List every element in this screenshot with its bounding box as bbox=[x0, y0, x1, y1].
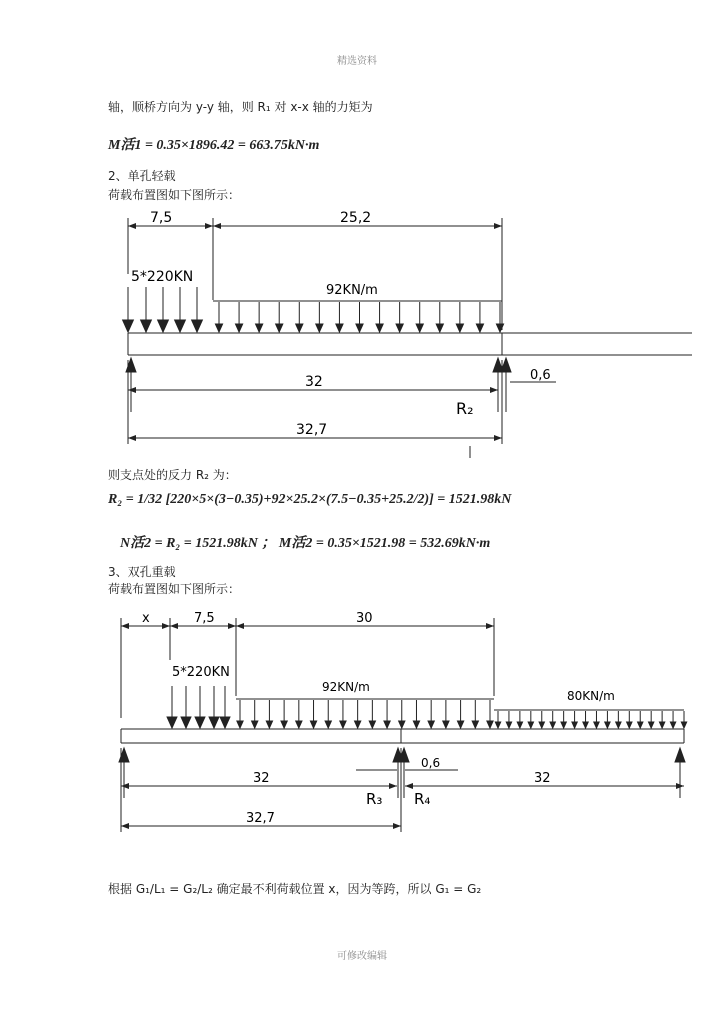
distributed-load-arrow-head bbox=[561, 722, 566, 728]
distributed-load-arrow-head bbox=[605, 722, 610, 728]
distributed-load-label: 92KN/m bbox=[326, 283, 378, 298]
dim-7-5: 7,5 bbox=[150, 210, 173, 226]
distributed-load-arrow-head bbox=[252, 721, 258, 728]
section-2-caption: 荷载布置图如下图所示： bbox=[108, 188, 241, 202]
dim-0-6: 0,6 bbox=[421, 756, 441, 770]
concentrated-load-arrow-head bbox=[195, 717, 205, 728]
section-3-caption: 荷载布置图如下图所示： bbox=[108, 582, 241, 596]
distributed-load-arrow-head bbox=[506, 722, 511, 728]
concentrated-load-arrow-head bbox=[220, 717, 230, 728]
intro-line: 轴，顺桥方向为 y-y 轴，则 R₁ 对 x-x 轴的力矩为 bbox=[108, 100, 373, 114]
concentrated-load-arrow-head bbox=[167, 717, 177, 728]
distributed-load-arrow-head bbox=[276, 324, 283, 332]
distributed-load-arrow-head bbox=[316, 324, 323, 332]
reaction-r4-label: R₄ bbox=[414, 790, 431, 808]
distributed-load-arrow-head bbox=[256, 324, 263, 332]
dim-x: x bbox=[142, 611, 150, 626]
distributed-load-arrow-head bbox=[638, 722, 643, 728]
dim-32-left: 32 bbox=[253, 771, 270, 786]
reaction-r2-label: R₂ bbox=[456, 399, 474, 418]
concentrated-load-arrow-head bbox=[209, 717, 219, 728]
dim-30: 30 bbox=[356, 611, 373, 626]
distributed-load-arrow-head bbox=[235, 324, 242, 332]
distributed-load-arrow-head bbox=[670, 722, 675, 728]
dim-7-5: 7,5 bbox=[194, 611, 215, 626]
concentrated-load-label: 5*220KN bbox=[131, 269, 194, 285]
distributed-load-arrow-head bbox=[681, 722, 686, 728]
load-diagram-single-span bbox=[0, 200, 720, 465]
distributed-load-arrow-head bbox=[456, 324, 463, 332]
final-line: 根据 G₁/L₁ = G₂/L₂ 确定最不利荷载位置 x，因为等跨，所以 G₁ = G₂ bbox=[108, 882, 482, 896]
distributed-load-arrow-head bbox=[472, 721, 478, 728]
reaction-r3-label: R₃ bbox=[366, 790, 383, 808]
distributed-load-arrow-head bbox=[457, 721, 463, 728]
reaction-line: 则支点处的反力 R₂ 为： bbox=[108, 468, 237, 482]
distributed-load-arrow-head bbox=[496, 324, 503, 332]
distributed-load-arrow-head bbox=[659, 722, 664, 728]
distributed-load-arrow-head bbox=[594, 722, 599, 728]
distributed-load-arrow-head bbox=[296, 324, 303, 332]
distributed-load-arrow-head bbox=[310, 721, 316, 728]
distributed-load-label-1: 92KN/m bbox=[322, 680, 370, 694]
dim-32-7: 32,7 bbox=[246, 811, 275, 826]
distributed-load-arrow-head bbox=[336, 324, 343, 332]
distributed-load-arrow-head bbox=[572, 722, 577, 728]
distributed-load-arrow-head bbox=[436, 324, 443, 332]
equation-n2-m2: N活2 = R₂ = 1521.98kN ； M活2 = 0.35×1521.98 = 532.69kN·m bbox=[120, 536, 491, 551]
load-diagram-double-span bbox=[0, 598, 720, 843]
distributed-load-arrow-head bbox=[487, 721, 493, 728]
concentrated-load-arrow-head bbox=[123, 320, 134, 332]
distributed-load-arrow-head bbox=[296, 721, 302, 728]
concentrated-load-arrow-head bbox=[141, 320, 152, 332]
distributed-load-arrow-head bbox=[340, 721, 346, 728]
distributed-load-arrow-head bbox=[384, 721, 390, 728]
distributed-load-arrow-head bbox=[627, 722, 632, 728]
distributed-load-arrow-head bbox=[396, 324, 403, 332]
concentrated-load-arrow-head bbox=[181, 717, 191, 728]
equation-m1: M活1 = 0.35×1896.42 = 663.75kN·m bbox=[108, 138, 320, 153]
section-3-title: 3、双孔重载 bbox=[108, 565, 176, 579]
concentrated-load-arrow-head bbox=[175, 320, 186, 332]
distributed-load-arrow-head bbox=[550, 722, 555, 728]
dim-32-7: 32,7 bbox=[296, 422, 328, 438]
dim-25-2: 25,2 bbox=[340, 210, 372, 226]
distributed-load-arrow-head bbox=[356, 324, 363, 332]
page-header: 精选资料 bbox=[337, 56, 377, 67]
page-footer: 可修改编辑 bbox=[337, 951, 387, 962]
distributed-load-arrow-head bbox=[416, 324, 423, 332]
distributed-load-arrow-head bbox=[443, 721, 449, 728]
distributed-load-arrow-head bbox=[215, 324, 222, 332]
distributed-load-arrow-head bbox=[325, 721, 331, 728]
distributed-load-arrow-head bbox=[495, 722, 500, 728]
distributed-load-arrow-head bbox=[517, 722, 522, 728]
distributed-load-arrow-head bbox=[528, 722, 533, 728]
distributed-load-arrow-head bbox=[399, 721, 405, 728]
distributed-load-arrow-head bbox=[428, 721, 434, 728]
dim-32: 32 bbox=[305, 374, 323, 390]
concentrated-load-label: 5*220KN bbox=[172, 665, 230, 680]
concentrated-load-arrow-head bbox=[158, 320, 169, 332]
distributed-load-label-2: 80KN/m bbox=[567, 689, 615, 703]
distributed-load-arrow-head bbox=[266, 721, 272, 728]
dim-32-right: 32 bbox=[534, 771, 551, 786]
distributed-load-arrow-head bbox=[376, 324, 383, 332]
distributed-load-arrow-head bbox=[648, 722, 653, 728]
equation-r2: R₂ = 1/32 [220×5×(3−0.35)+92×25.2×(7.5−0.35+25.2/2)] = 1521.98kN bbox=[108, 492, 512, 507]
distributed-load-arrow-head bbox=[583, 722, 588, 728]
distributed-load-arrow-head bbox=[281, 721, 287, 728]
distributed-load-arrow-head bbox=[369, 721, 375, 728]
distributed-load-arrow-head bbox=[413, 721, 419, 728]
dim-0-6: 0,6 bbox=[530, 368, 551, 383]
distributed-load-arrow-head bbox=[354, 721, 360, 728]
distributed-load-arrow-head bbox=[616, 722, 621, 728]
distributed-load-arrow-head bbox=[476, 324, 483, 332]
distributed-load-arrow-head bbox=[237, 721, 243, 728]
concentrated-load-arrow-head bbox=[192, 320, 203, 332]
distributed-load-arrow-head bbox=[539, 722, 544, 728]
section-2-title: 2、单孔轻载 bbox=[108, 169, 176, 183]
